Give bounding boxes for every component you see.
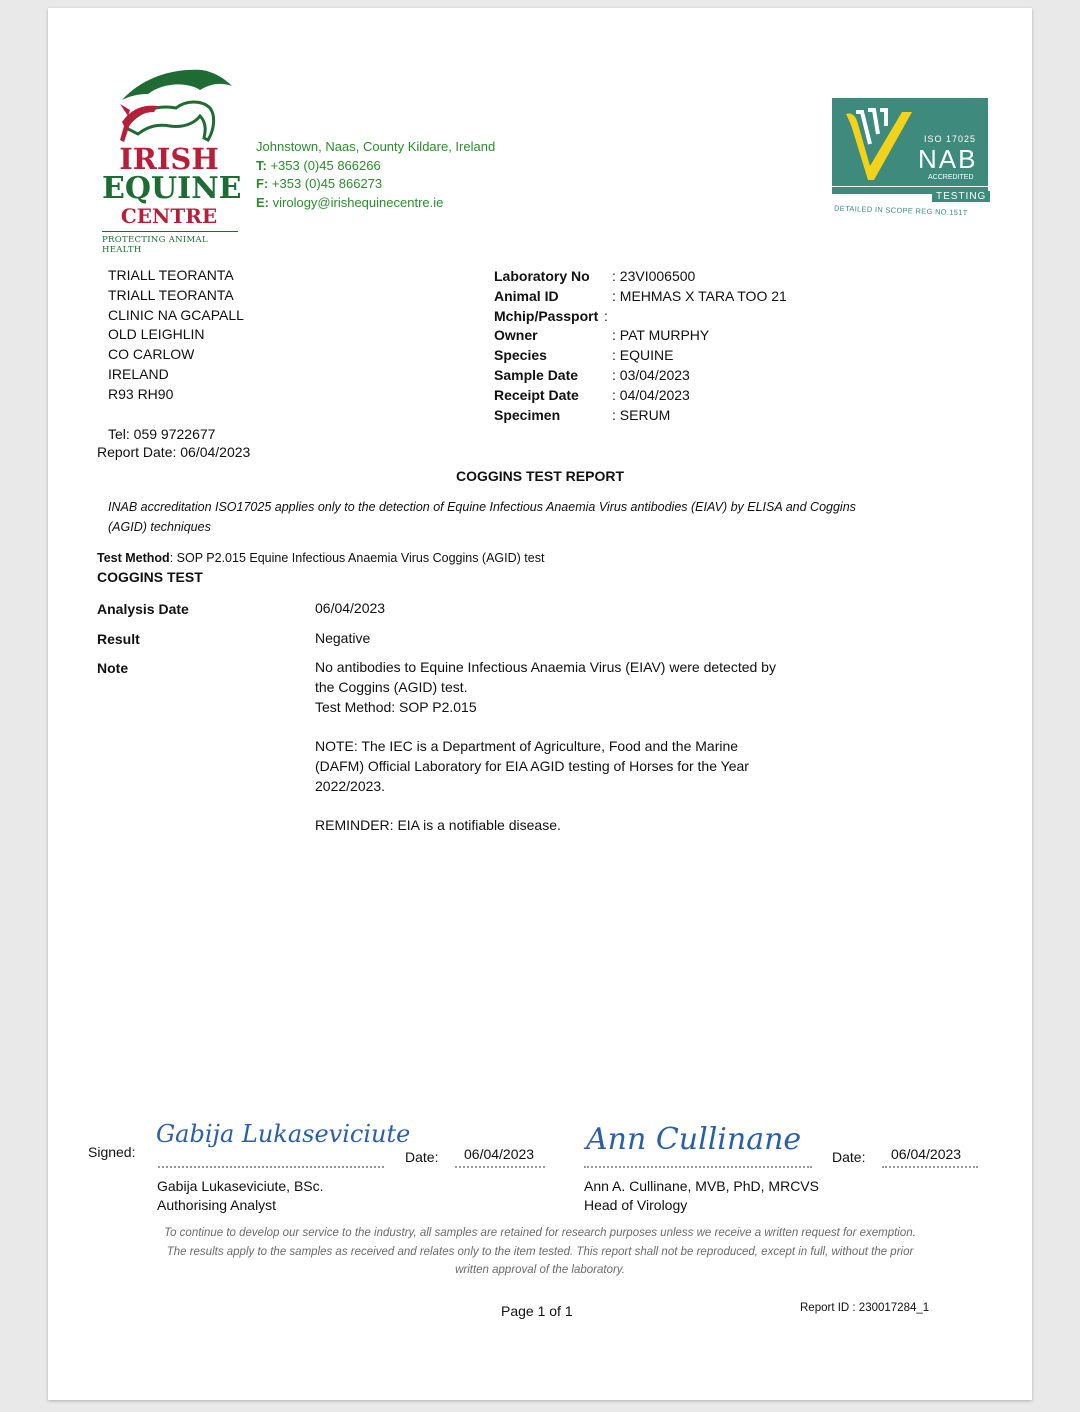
contact-email: virology@irishequinecentre.ie [272,194,444,210]
address-line: IRELAND [108,365,169,382]
sample-details [494,267,787,425]
page-number: Page 1 of 1 [501,1303,573,1319]
logo-line-3: CENTRE [120,204,218,228]
contact-address: Johnstown, Naas, County Kildare, Ireland [256,139,496,154]
note-line: No antibodies to Equine Infectious Anaemia Virus (EIAV) were detected by [315,659,776,675]
detail-value: : 04/04/2023 [612,386,690,403]
report-id: Report ID : 230017284_1 [800,1302,930,1314]
note-line: Test Method: SOP P2.015 [315,698,477,715]
date-value-2: 06/04/2023 [891,1146,962,1162]
inab-scope: DETAILED IN SCOPE REG NO.151T [833,203,968,218]
footer-disclaimer [96,1224,984,1280]
report-date: Report Date: 06/04/2023 [97,444,251,460]
report-title: COGGINS TEST REPORT [455,468,624,484]
address-line: OLD LEIGHLIN [108,326,205,343]
note-line: 2022/2023. [315,777,386,794]
signed-label: Signed: [88,1144,136,1160]
analysis-date-value: 06/04/2023 [315,600,386,616]
date-label-1: Date: [405,1149,439,1165]
test-method-label: Test Method [97,551,170,565]
detail-value: : SERUM [612,406,671,423]
footer-line: To continue to develop our service to the industry, all samples are retained for research purposes unless we receive a written request for exemption. [164,1227,916,1239]
result-value: Negative [315,630,371,646]
signature-1: Gabija Lukaseviciute [156,1120,411,1148]
note-line: REMINDER: EIA is a notifiable disease. [315,817,561,834]
contact-fax: +353 (0)45 866273 [271,176,383,191]
signature-2: Ann Cullinane [586,1122,802,1157]
footer-line: written approval of the laboratory. [455,1264,625,1276]
note-line: the Coggins (AGID) test. [315,678,468,695]
recipient-tel: Tel: 059 9722677 [108,426,216,442]
logo-line-1: IRISH [119,142,219,176]
inab-name: NAB [918,144,978,174]
detail-value: : 23VI006500 [612,268,696,284]
detail-value: : EQUINE [612,347,674,364]
analysis-date-label: Analysis Date [97,601,189,617]
detail-label: Sample Date [494,366,579,383]
inab-testing: TESTING [932,191,990,202]
detail-label: Owner [494,327,538,344]
address-line: CO CARLOW [108,346,195,363]
footer-line: The results apply to the samples as received and relates only to the item tested. This report shall not be reproduced, except in full, without the prior [166,1245,914,1258]
accreditation-note: INAB accreditation ISO17025 applies only to the detection of Equine Infectious Anaemia Virus antibodies (EIAV) by ELISA and Coggins (AGID) techniques [108,500,856,534]
address-line: CLINIC NA GCAPALL [108,306,244,323]
detail-label: Receipt Date [494,386,579,403]
fax-label: F: [256,176,269,191]
iec-logo [102,64,244,254]
address-line: R93 RH90 [108,385,174,402]
detail-label: Species [494,347,547,364]
note-line: (DAFM) Official Laboratory for EIA AGID testing of Horses for the Year [315,757,749,774]
detail-label: Specimen [494,406,561,423]
detail-label: Mchip/Passport [494,307,599,324]
detail-label: Animal ID [494,287,559,304]
note-line: NOTE: The IEC is a Department of Agriculture, Food and the Marine [315,738,739,755]
sig2-role: Head of Virology [584,1197,688,1213]
email-label: E: [256,194,269,210]
note-label: Note [97,660,129,676]
inab-logo [832,98,990,222]
logo-line-2: EQUINE [102,171,242,206]
contact-block [256,138,495,212]
signature-line-1 [158,1166,384,1168]
address-line: TRIALL TEORANTA [108,267,234,283]
date-value-1: 06/04/2023 [464,1146,535,1162]
detail-value: : 03/04/2023 [612,366,690,383]
note-text [315,658,776,836]
inab-iso: ISO 17025 [924,134,977,144]
report-page [48,8,1032,1400]
date-line-2 [882,1166,978,1168]
logo-tagline: PROTECTING ANIMAL HEALTH [102,235,208,255]
inab-accredited: ACCREDITED [928,174,974,181]
sig1-role: Authorising Analyst [157,1197,277,1213]
horse-logo-icon [102,64,244,148]
phone-label: T: [256,157,267,173]
test-method-value: : SOP P2.015 Equine Infectious Anaemia Virus Coggins (AGID) test [169,551,545,565]
result-label: Result [97,631,140,647]
detail-label: Laboratory No [494,268,590,284]
signature-line-2 [584,1166,812,1168]
logo-divider [102,231,238,232]
address-line: TRIALL TEORANTA [108,286,234,303]
sig2-name: Ann A. Cullinane, MVB, PhD, MRCVS [584,1178,819,1194]
test-method [97,551,544,565]
recipient-address [108,266,244,405]
detail-value: : [604,307,608,324]
section-title: COGGINS TEST [97,569,203,585]
detail-value: : PAT MURPHY [612,327,710,344]
date-label-2: Date: [832,1149,866,1165]
inab-check-icon [840,104,920,184]
date-line-1 [455,1166,545,1168]
detail-value: : MEHMAS X TARA TOO 21 [612,287,787,304]
contact-phone: +353 (0)45 866266 [270,157,381,173]
sig1-name: Gabija Lukaseviciute, BSc. [157,1178,324,1194]
